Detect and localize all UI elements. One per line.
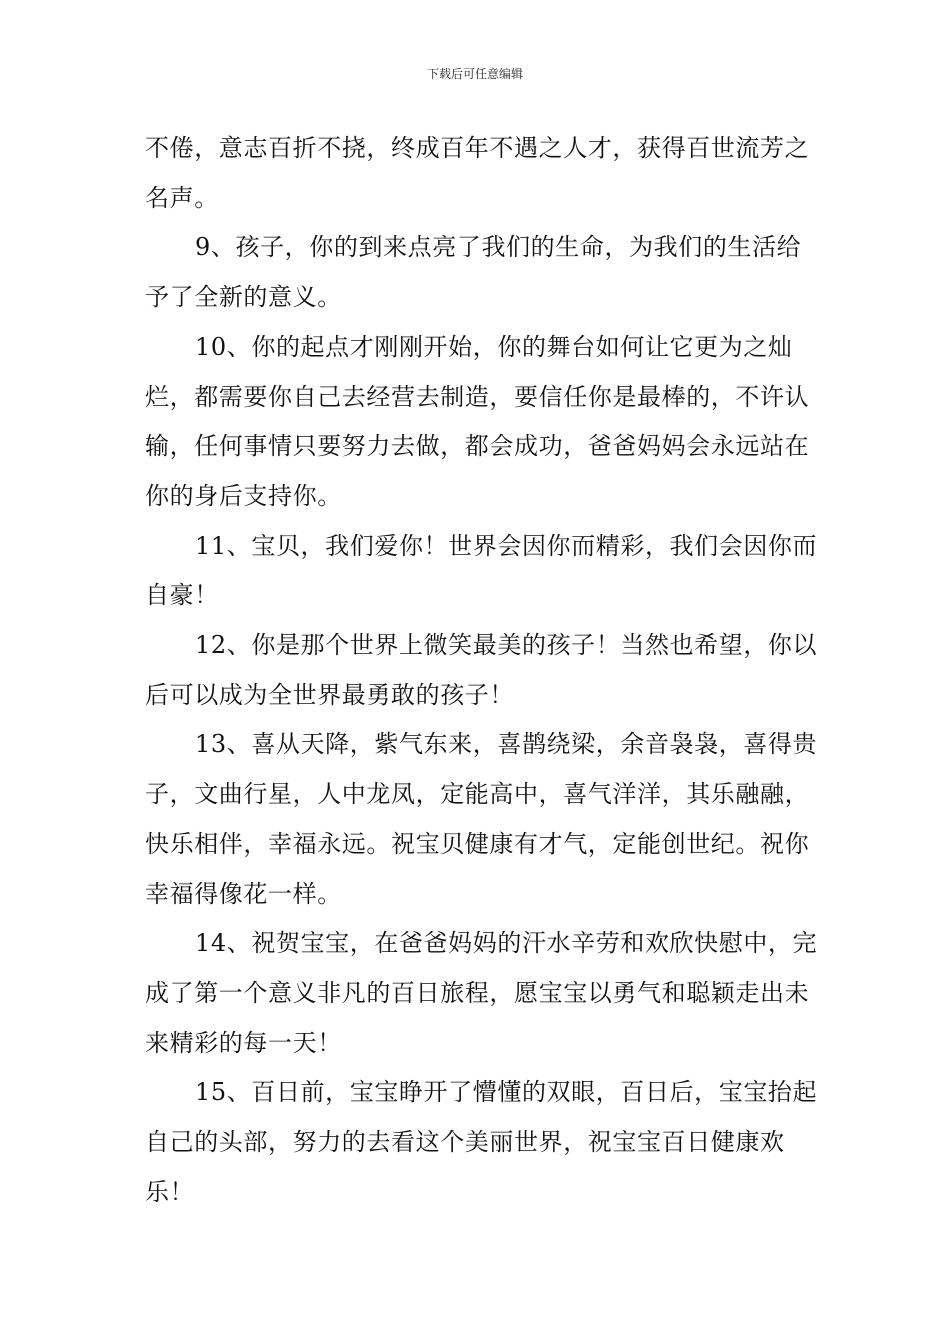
paragraph-item-13: 13、喜从天降，紫气东来，喜鹊绕梁，余音袅袅，喜得贵子，文曲行星，人中龙凤，定能高中，喜气洋洋，其乐融融，快乐相伴，幸福永远。祝宝贝健康有才气，定能创世纪。祝你幸福得像花一样。 xyxy=(145,730,818,908)
paragraph-item-10: 10、你的起点才刚刚开始，你的舞台如何让它更为之灿烂，都需要你自己去经营去制造，要信任你是最棒的，不许认输，任何事情只要努力去做，都会成功，爸爸妈妈会永远站在你的身后支持你。 xyxy=(145,332,810,510)
paragraph-item-9: 9、孩子，你的到来点亮了我们的生命，为我们的生活给予了全新的意义。 xyxy=(145,233,802,312)
paragraph-item-15: 15、百日前，宝宝睁开了懵懂的双眼，百日后，宝宝抬起自己的头部，努力的去看这个美丽世界，祝宝宝百日健康欢乐！ xyxy=(145,1078,818,1206)
paragraph-continuation: 不倦，意志百折不挠，终成百年不遇之人才，获得百世流芳之名声。 xyxy=(145,134,810,212)
document-body xyxy=(145,124,825,1217)
page-header: 下载后可任意编辑 xyxy=(426,67,523,81)
paragraph-item-11: 11、宝贝，我们爱你！世界会因你而精彩，我们会因你而自豪！ xyxy=(145,531,818,610)
paragraph-item-14: 14、祝贺宝宝，在爸爸妈妈的汗水辛劳和欢欣快慰中，完成了第一个意义非凡的百日旅程，愿宝宝以勇气和聪颖走出未来精彩的每一天！ xyxy=(145,929,818,1057)
paragraph-item-12: 12、你是那个世界上微笑最美的孩子！当然也希望，你以后可以成为全世界最勇敢的孩子！ xyxy=(145,631,818,709)
